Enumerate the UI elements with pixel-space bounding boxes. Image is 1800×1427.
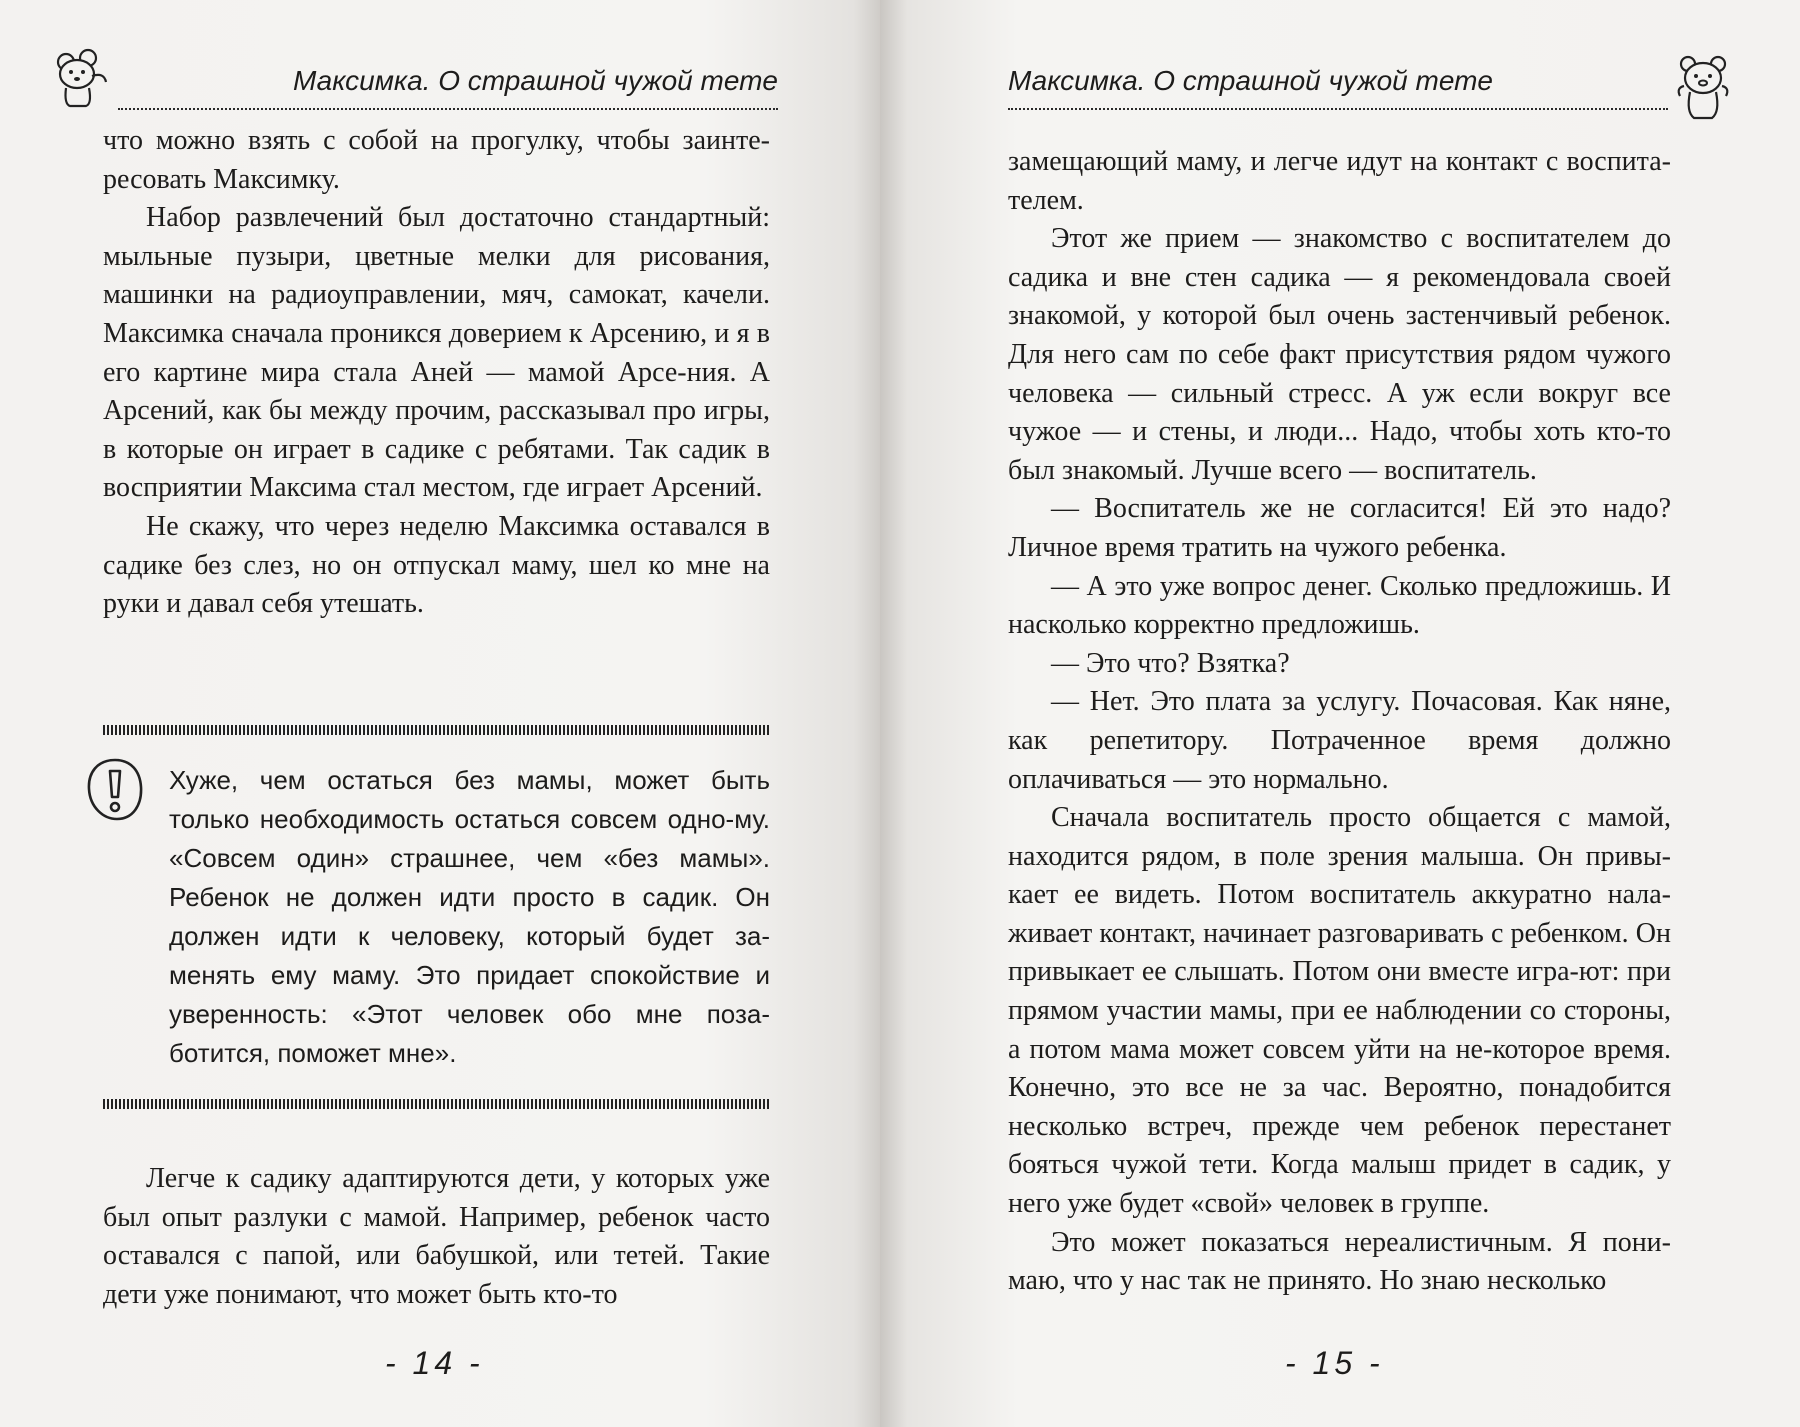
- paragraph: Набор развлечений был достаточно стандартный: мыльные пузыри, цветные мелки для рисования, машинки на радиоуправлении, мяч, самокат, качели. Максимка сначала проникся доверием к Арсению, и я в его картине мира стала Аней — мамой Арсе-ния. А Арсений, как бы между прочим, рассказывал про игры, в которые он играет в садике с ребятами. Так садик в восприятии Максима стал местом, где играет Арсений.: [103, 202, 770, 504]
- paragraph: Сначала воспитатель просто общается с мамой, находится рядом, в поле зрения малыша. Он привы-кает ее видеть. Потом воспитатель аккуратно нала-живает контакт, начинает разговаривать с ребенком. Он привыкает ее слышать. Потом они вместе игра-ют: при прямом участии мамы, при ее наблюдении со стороны, а потом мама может совсем уйти на не-которое время. Конечно, это все не за час. Вероятно, понадобится несколько встреч, прежде чем ребенок перестанет бояться чужой тети. Когда малыш придет в садик, у него уже будет «свой» человек в группе.: [1008, 802, 1671, 1220]
- paragraph: — А это уже вопрос денег. Сколько предложишь. И насколько корректно предложишь.: [1008, 570, 1671, 641]
- page-number: - 15 -: [1285, 1345, 1384, 1381]
- paragraph: — Нет. Это плата за услугу. Почасовая. Как няне, как репетитору. Потраченное время должно оплачиваться — это нормально.: [1008, 686, 1671, 795]
- page-number: - 14 -: [385, 1345, 484, 1381]
- paragraph: Это может показаться нереалистичным. Я пони-маю, что у нас так не принято. Но знаю несколько: [1008, 1226, 1671, 1297]
- paragraph: Не скажу, что через неделю Максимка оставался в садике без слез, но он отпускал маму, шел ко мне на руки и давал себя утешать.: [103, 510, 770, 620]
- running-header: Максимка. О страшной чужой тете: [118, 58, 778, 110]
- paragraph: Этот же прием — знакомство с воспитателем до садика и вне стен садика — я рекомендовала своей знакомой, у которой был очень застенчивый ребенок. Для него сам по себе факт присутствия рядом чужого человека — сильный стресс. А уж если вокруг все чужое — и стены, и люди... Надо, чтобы хоть кто-то был знакомый. Лучше всего — воспитатель.: [1008, 223, 1671, 486]
- running-header: Максимка. О страшной чужой тете: [1008, 58, 1668, 110]
- paragraph: замещающий маму, и легче идут на контакт с воспита-телем.: [1008, 146, 1671, 216]
- bear-mascot-icon: [52, 48, 114, 110]
- left-page: [0, 0, 880, 1427]
- note-bottom-rule: [103, 1099, 770, 1109]
- exclamation-icon: [85, 757, 145, 828]
- paragraph: — Воспитатель же не согласится! Ей это надо? Личное время тратить на чужого ребенка.: [1008, 493, 1671, 563]
- bear-mascot-icon: [1672, 52, 1734, 122]
- paragraph: что можно взять с собой на прогулку, чтобы заинте-ресовать Максимку.: [103, 125, 770, 195]
- body-text: [1008, 143, 1671, 1301]
- callout-note: [103, 725, 770, 1110]
- body-text-bottom: [103, 1160, 770, 1314]
- right-page: [880, 0, 1800, 1427]
- note-text: Хуже, чем остаться без мамы, может быть только необходимость остаться совсем одно-му. «Совсем один» страшнее, чем «без мамы». Ребенок не должен идти просто в садик. Он должен идти к человеку, который будет за-менять ему маму. Это придает спокойствие и уверенность: «Этот человек обо мне поза-ботится, поможет мне».: [169, 765, 770, 1068]
- note-top-rule: [103, 725, 770, 735]
- body-text-top: [103, 122, 770, 624]
- paragraph: Легче к садику адаптируются дети, у которых уже был опыт разлуки с мамой. Например, ребенок часто оставался с папой, или бабушкой, или тетей. Такие дети уже понимают, что может быть кто-то: [103, 1163, 770, 1310]
- paragraph: — Это что? Взятка?: [1051, 647, 1290, 679]
